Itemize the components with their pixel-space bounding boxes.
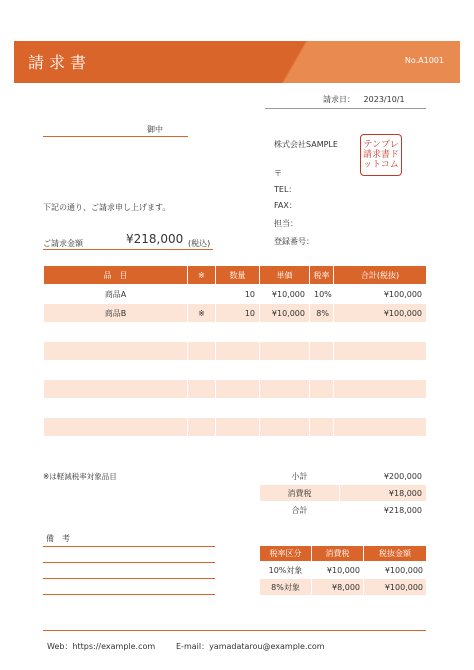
quantity <box>216 418 260 437</box>
reduced-mark <box>188 323 216 342</box>
header-quantity: 数量 <box>216 266 260 285</box>
header-unit-price: 単価 <box>260 266 310 285</box>
amount-value: ¥218,000 <box>126 232 184 246</box>
table-row <box>44 342 427 361</box>
summary-row-tax <box>260 485 427 502</box>
table-row <box>44 418 427 437</box>
item-name <box>44 399 188 418</box>
line-total <box>334 380 427 399</box>
unit-price <box>260 323 310 342</box>
issuer-company: 株式会社SAMPLE <box>274 140 338 149</box>
quantity <box>216 437 260 456</box>
reduced-mark <box>188 437 216 456</box>
invoice-date-label: 請求日： <box>323 95 355 104</box>
reduced-mark <box>188 342 216 361</box>
document-title: 請求書 <box>28 53 92 72</box>
line-total <box>334 399 427 418</box>
unit-price <box>260 380 310 399</box>
item-name <box>44 361 188 380</box>
quantity: 10 <box>216 304 260 323</box>
unit-price: ¥10,000 <box>260 285 310 304</box>
invoice-date <box>323 94 405 105</box>
table-row <box>44 437 427 456</box>
issuer-postal: 〒 <box>274 169 282 178</box>
date-underline <box>265 108 426 109</box>
invoice-number: No.A1001 <box>404 56 444 65</box>
unit-price: ¥10,000 <box>260 304 310 323</box>
quantity <box>216 342 260 361</box>
tax-category: 8%対象 <box>260 579 312 596</box>
issuer-person: 担当： <box>274 219 298 228</box>
table-row <box>44 285 427 304</box>
issuer-registration: 登録番号： <box>274 237 314 246</box>
tax-rate <box>310 380 334 399</box>
quantity: 10 <box>216 285 260 304</box>
remarks-label: 備 考 <box>46 534 70 543</box>
table-row <box>44 380 427 399</box>
table-row <box>44 361 427 380</box>
header-reduced-mark: ※ <box>188 266 216 285</box>
reduced-mark <box>188 418 216 437</box>
seal-text: テンプレ請求書ドットコム <box>363 140 400 170</box>
header-total: 合計(税抜) <box>334 266 427 285</box>
remarks-line-4 <box>43 594 215 595</box>
unit-price <box>260 418 310 437</box>
item-name <box>44 323 188 342</box>
tax-rate: 8% <box>310 304 334 323</box>
header-tax-rate: 税率 <box>310 266 334 285</box>
line-total <box>334 418 427 437</box>
amount-underline <box>43 249 213 250</box>
tax-amount: ¥10,000 <box>312 562 364 579</box>
total-label: 合計 <box>260 502 340 519</box>
unit-price <box>260 437 310 456</box>
remarks-line-1 <box>43 546 215 547</box>
billing-message: 下記の通り、ご請求申し上げます。 <box>43 203 171 212</box>
line-total <box>334 342 427 361</box>
unit-price <box>260 342 310 361</box>
unit-price <box>260 399 310 418</box>
footer-rule <box>43 630 426 631</box>
line-total <box>334 323 427 342</box>
item-name <box>44 437 188 456</box>
reduced-mark <box>188 285 216 304</box>
remarks-line-2 <box>43 562 215 563</box>
tax-rate: 10% <box>310 285 334 304</box>
invoice-header <box>14 41 460 83</box>
tax-breakdown-row <box>260 579 427 596</box>
item-name: 商品A <box>44 285 188 304</box>
tax-value: ¥18,000 <box>340 485 427 502</box>
quantity <box>216 380 260 399</box>
reduced-mark: ※ <box>188 304 216 323</box>
tax-rate <box>310 323 334 342</box>
tax-rate <box>310 418 334 437</box>
invoice-date-value: 2023/10/1 <box>363 95 405 104</box>
item-name: 商品B <box>44 304 188 323</box>
line-total: ¥100,000 <box>334 285 427 304</box>
amount-tax-note: (税込) <box>188 239 211 248</box>
line-total: ¥100,000 <box>334 304 427 323</box>
recipient-suffix: 御中 <box>147 125 163 134</box>
items-header-row <box>44 266 427 285</box>
header-tax-category: 税率区分 <box>260 546 312 562</box>
quantity <box>216 399 260 418</box>
header-item: 品 目 <box>44 266 188 285</box>
unit-price <box>260 361 310 380</box>
summary-row-total <box>260 502 427 519</box>
pre-tax-amount: ¥100,000 <box>364 562 427 579</box>
table-row <box>44 323 427 342</box>
amount-label: ご請求金額 <box>43 239 83 248</box>
reduced-tax-note: ※は軽減税率対象品目 <box>43 472 117 481</box>
item-name <box>44 380 188 399</box>
footer-web: Web：https://example.com <box>47 642 156 651</box>
subtotal-value: ¥200,000 <box>340 468 427 485</box>
tax-rate <box>310 361 334 380</box>
issuer-fax: FAX： <box>274 201 297 210</box>
tax-amount: ¥8,000 <box>312 579 364 596</box>
recipient-underline <box>43 136 188 137</box>
reduced-mark <box>188 380 216 399</box>
summary-row-subtotal <box>260 468 427 485</box>
quantity <box>216 361 260 380</box>
tax-breakdown-row <box>260 562 427 579</box>
issuer-tel: TEL： <box>274 185 297 194</box>
table-row <box>44 304 427 323</box>
item-name <box>44 342 188 361</box>
items-table <box>43 265 427 456</box>
remarks-line-3 <box>43 578 215 579</box>
item-name <box>44 418 188 437</box>
pre-tax-amount: ¥100,000 <box>364 579 427 596</box>
tax-breakdown-header-row <box>260 546 427 562</box>
quantity <box>216 323 260 342</box>
tax-breakdown-table <box>259 545 427 596</box>
subtotal-label: 小計 <box>260 468 340 485</box>
tax-rate <box>310 437 334 456</box>
tax-label: 消費税 <box>260 485 340 502</box>
line-total <box>334 437 427 456</box>
line-total <box>334 361 427 380</box>
header-consumption-tax: 消費税 <box>312 546 364 562</box>
tax-category: 10%対象 <box>260 562 312 579</box>
company-seal <box>360 134 402 176</box>
reduced-mark <box>188 361 216 380</box>
summary-table <box>259 467 427 519</box>
header-pre-tax-amount: 税抜金額 <box>364 546 427 562</box>
tax-rate <box>310 399 334 418</box>
footer-email: E-mail：yamadatarou@example.com <box>176 642 325 651</box>
tax-rate <box>310 342 334 361</box>
total-value: ¥218,000 <box>340 502 427 519</box>
table-row <box>44 399 427 418</box>
reduced-mark <box>188 399 216 418</box>
